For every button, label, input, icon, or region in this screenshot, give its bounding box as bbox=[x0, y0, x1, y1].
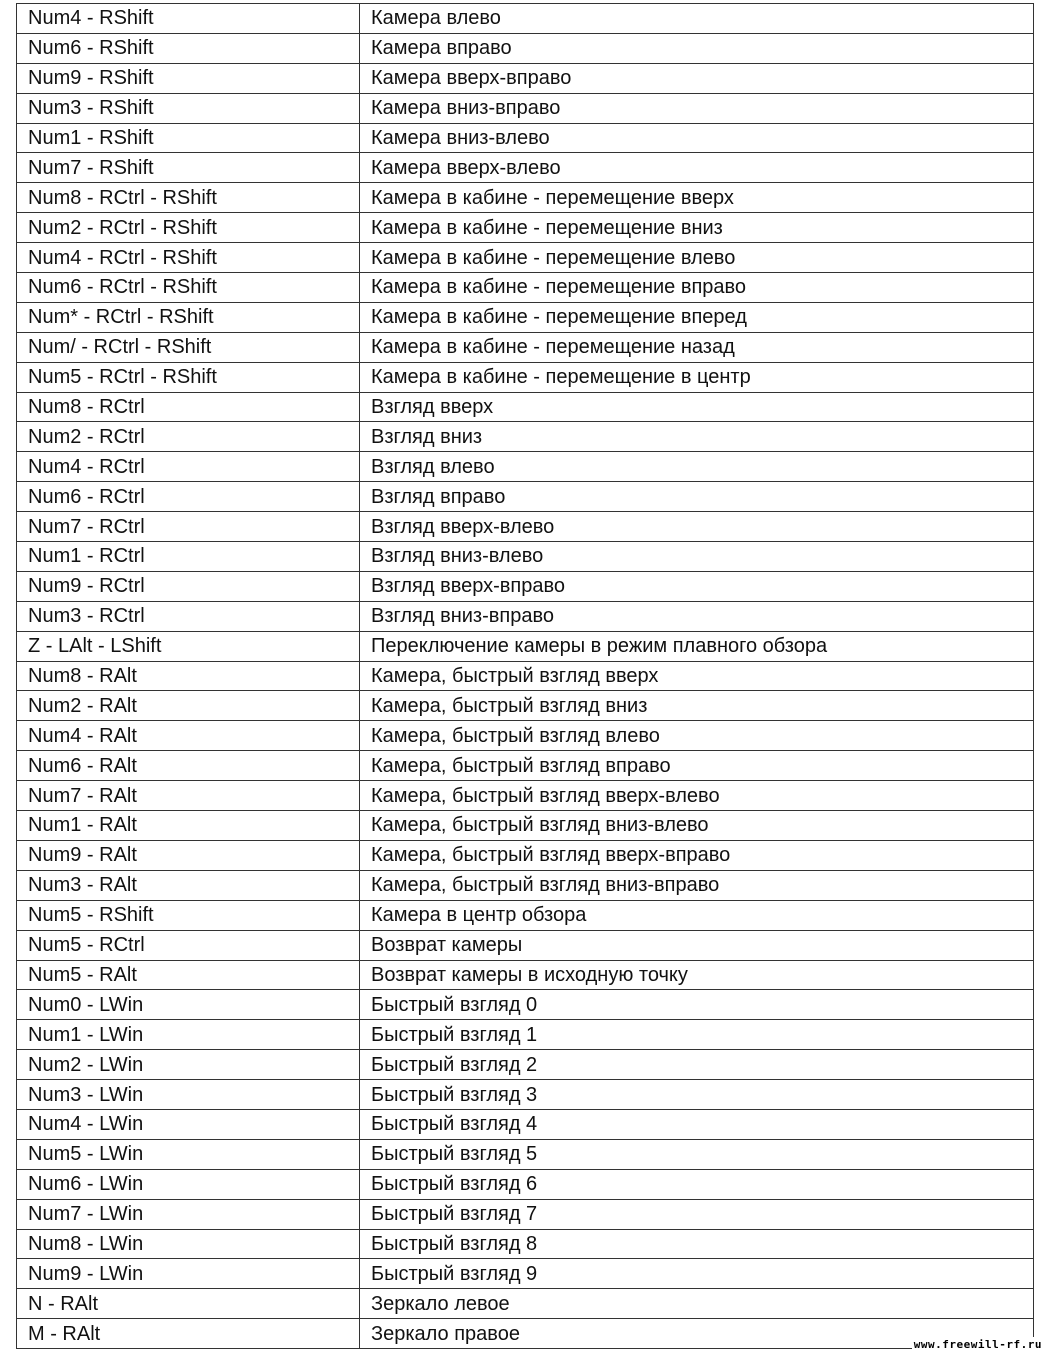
site-watermark: www.freewill-rf.ru bbox=[913, 1338, 1042, 1351]
table-row bbox=[17, 571, 1034, 601]
key-combination-cell: Num5 - RCtrl bbox=[17, 930, 360, 960]
action-description-cell: Камера вверх-вправо bbox=[360, 63, 1034, 93]
table-row bbox=[17, 243, 1034, 273]
key-combination-cell: Num9 - LWin bbox=[17, 1259, 360, 1289]
key-combination-cell: Num2 - LWin bbox=[17, 1050, 360, 1080]
key-combination-cell: Num7 - RAlt bbox=[17, 781, 360, 811]
keybindings-table-container bbox=[16, 3, 1032, 1349]
action-description-cell: Взгляд вверх-влево bbox=[360, 512, 1034, 542]
table-row bbox=[17, 332, 1034, 362]
action-description-cell: Камера в кабине - перемещение вправо bbox=[360, 273, 1034, 303]
table-row bbox=[17, 631, 1034, 661]
key-combination-cell: Z - LAlt - LShift bbox=[17, 631, 360, 661]
table-row bbox=[17, 302, 1034, 332]
key-combination-cell: M - RAlt bbox=[17, 1319, 360, 1349]
table-row bbox=[17, 1020, 1034, 1050]
key-combination-cell: Num1 - RAlt bbox=[17, 811, 360, 841]
table-row bbox=[17, 1109, 1034, 1139]
table-row bbox=[17, 4, 1034, 34]
key-combination-cell: Num9 - RAlt bbox=[17, 840, 360, 870]
action-description-cell: Камера в кабине - перемещение вперед bbox=[360, 302, 1034, 332]
key-combination-cell: Num6 - RCtrl - RShift bbox=[17, 273, 360, 303]
key-combination-cell: Num7 - RShift bbox=[17, 153, 360, 183]
action-description-cell: Зеркало правое bbox=[360, 1319, 1034, 1349]
action-description-cell: Камера в центр обзора bbox=[360, 900, 1034, 930]
action-description-cell: Возврат камеры в исходную точку bbox=[360, 960, 1034, 990]
table-row bbox=[17, 870, 1034, 900]
key-combination-cell: Num/ - RCtrl - RShift bbox=[17, 332, 360, 362]
key-combination-cell: Num4 - LWin bbox=[17, 1109, 360, 1139]
key-combination-cell: Num1 - RCtrl bbox=[17, 542, 360, 572]
key-combination-cell: Num8 - RCtrl bbox=[17, 392, 360, 422]
action-description-cell: Взгляд вниз-вправо bbox=[360, 601, 1034, 631]
table-row bbox=[17, 213, 1034, 243]
key-combination-cell: Num3 - RCtrl bbox=[17, 601, 360, 631]
action-description-cell: Камера вверх-влево bbox=[360, 153, 1034, 183]
key-combination-cell: Num7 - LWin bbox=[17, 1199, 360, 1229]
action-description-cell: Камера в кабине - перемещение вверх bbox=[360, 183, 1034, 213]
action-description-cell: Камера, быстрый взгляд вверх-вправо bbox=[360, 840, 1034, 870]
action-description-cell: Зеркало левое bbox=[360, 1289, 1034, 1319]
action-description-cell: Быстрый взгляд 4 bbox=[360, 1109, 1034, 1139]
table-row bbox=[17, 273, 1034, 303]
action-description-cell: Камера в кабине - перемещение в центр bbox=[360, 362, 1034, 392]
action-description-cell: Камера в кабине - перемещение влево bbox=[360, 243, 1034, 273]
table-row bbox=[17, 1050, 1034, 1080]
key-combination-cell: Num5 - LWin bbox=[17, 1139, 360, 1169]
action-description-cell: Быстрый взгляд 7 bbox=[360, 1199, 1034, 1229]
action-description-cell: Камера, быстрый взгляд вверх bbox=[360, 661, 1034, 691]
key-combination-cell: N - RAlt bbox=[17, 1289, 360, 1319]
table-row bbox=[17, 840, 1034, 870]
table-row bbox=[17, 1199, 1034, 1229]
key-combination-cell: Num5 - RCtrl - RShift bbox=[17, 362, 360, 392]
table-row bbox=[17, 601, 1034, 631]
action-description-cell: Быстрый взгляд 0 bbox=[360, 990, 1034, 1020]
table-row bbox=[17, 900, 1034, 930]
key-combination-cell: Num4 - RShift bbox=[17, 4, 360, 34]
table-row bbox=[17, 422, 1034, 452]
action-description-cell: Быстрый взгляд 1 bbox=[360, 1020, 1034, 1050]
action-description-cell: Камера вниз-вправо bbox=[360, 93, 1034, 123]
action-description-cell: Камера в кабине - перемещение вниз bbox=[360, 213, 1034, 243]
key-combination-cell: Num8 - RCtrl - RShift bbox=[17, 183, 360, 213]
key-combination-cell: Num3 - RAlt bbox=[17, 870, 360, 900]
table-row bbox=[17, 542, 1034, 572]
table-row bbox=[17, 661, 1034, 691]
table-row bbox=[17, 811, 1034, 841]
table-row bbox=[17, 721, 1034, 751]
table-row bbox=[17, 392, 1034, 422]
key-combination-cell: Num4 - RAlt bbox=[17, 721, 360, 751]
action-description-cell: Взгляд вправо bbox=[360, 482, 1034, 512]
key-combination-cell: Num3 - RShift bbox=[17, 93, 360, 123]
action-description-cell: Камера, быстрый взгляд вправо bbox=[360, 751, 1034, 781]
keybindings-table bbox=[16, 3, 1034, 1349]
table-row bbox=[17, 1139, 1034, 1169]
table-row bbox=[17, 123, 1034, 153]
action-description-cell: Быстрый взгляд 2 bbox=[360, 1050, 1034, 1080]
key-combination-cell: Num4 - RCtrl - RShift bbox=[17, 243, 360, 273]
action-description-cell: Камера, быстрый взгляд вниз-влево bbox=[360, 811, 1034, 841]
key-combination-cell: Num8 - LWin bbox=[17, 1229, 360, 1259]
table-row bbox=[17, 960, 1034, 990]
table-row bbox=[17, 781, 1034, 811]
action-description-cell: Камера, быстрый взгляд вниз bbox=[360, 691, 1034, 721]
table-row bbox=[17, 63, 1034, 93]
action-description-cell: Переключение камеры в режим плавного обзора bbox=[360, 631, 1034, 661]
table-row bbox=[17, 930, 1034, 960]
table-row bbox=[17, 153, 1034, 183]
table-row bbox=[17, 1319, 1034, 1349]
action-description-cell: Взгляд влево bbox=[360, 452, 1034, 482]
key-combination-cell: Num1 - LWin bbox=[17, 1020, 360, 1050]
table-row bbox=[17, 183, 1034, 213]
action-description-cell: Камера, быстрый взгляд вверх-влево bbox=[360, 781, 1034, 811]
action-description-cell: Камера, быстрый взгляд вниз-вправо bbox=[360, 870, 1034, 900]
key-combination-cell: Num1 - RShift bbox=[17, 123, 360, 153]
key-combination-cell: Num7 - RCtrl bbox=[17, 512, 360, 542]
key-combination-cell: Num4 - RCtrl bbox=[17, 452, 360, 482]
action-description-cell: Камера, быстрый взгляд влево bbox=[360, 721, 1034, 751]
key-combination-cell: Num8 - RAlt bbox=[17, 661, 360, 691]
table-row bbox=[17, 1080, 1034, 1110]
table-row bbox=[17, 1259, 1034, 1289]
action-description-cell: Взгляд вниз-влево bbox=[360, 542, 1034, 572]
action-description-cell: Быстрый взгляд 3 bbox=[360, 1080, 1034, 1110]
key-combination-cell: Num6 - RShift bbox=[17, 33, 360, 63]
table-row bbox=[17, 362, 1034, 392]
table-row bbox=[17, 93, 1034, 123]
table-row bbox=[17, 1229, 1034, 1259]
table-row bbox=[17, 1289, 1034, 1319]
table-row bbox=[17, 482, 1034, 512]
action-description-cell: Взгляд вверх-вправо bbox=[360, 571, 1034, 601]
key-combination-cell: Num6 - RCtrl bbox=[17, 482, 360, 512]
key-combination-cell: Num* - RCtrl - RShift bbox=[17, 302, 360, 332]
action-description-cell: Взгляд вниз bbox=[360, 422, 1034, 452]
key-combination-cell: Num2 - RCtrl bbox=[17, 422, 360, 452]
action-description-cell: Камера вниз-влево bbox=[360, 123, 1034, 153]
action-description-cell: Взгляд вверх bbox=[360, 392, 1034, 422]
table-row bbox=[17, 512, 1034, 542]
table-row bbox=[17, 990, 1034, 1020]
key-combination-cell: Num9 - RShift bbox=[17, 63, 360, 93]
action-description-cell: Быстрый взгляд 6 bbox=[360, 1169, 1034, 1199]
action-description-cell: Быстрый взгляд 5 bbox=[360, 1139, 1034, 1169]
action-description-cell: Быстрый взгляд 8 bbox=[360, 1229, 1034, 1259]
key-combination-cell: Num5 - RAlt bbox=[17, 960, 360, 990]
action-description-cell: Камера влево bbox=[360, 4, 1034, 34]
table-row bbox=[17, 751, 1034, 781]
table-row bbox=[17, 1169, 1034, 1199]
key-combination-cell: Num5 - RShift bbox=[17, 900, 360, 930]
table-row bbox=[17, 33, 1034, 63]
table-row bbox=[17, 452, 1034, 482]
action-description-cell: Камера вправо bbox=[360, 33, 1034, 63]
table-row bbox=[17, 691, 1034, 721]
key-combination-cell: Num2 - RCtrl - RShift bbox=[17, 213, 360, 243]
action-description-cell: Возврат камеры bbox=[360, 930, 1034, 960]
keybindings-table-body bbox=[17, 4, 1034, 1349]
action-description-cell: Быстрый взгляд 9 bbox=[360, 1259, 1034, 1289]
key-combination-cell: Num2 - RAlt bbox=[17, 691, 360, 721]
key-combination-cell: Num9 - RCtrl bbox=[17, 571, 360, 601]
key-combination-cell: Num6 - LWin bbox=[17, 1169, 360, 1199]
key-combination-cell: Num6 - RAlt bbox=[17, 751, 360, 781]
action-description-cell: Камера в кабине - перемещение назад bbox=[360, 332, 1034, 362]
key-combination-cell: Num0 - LWin bbox=[17, 990, 360, 1020]
key-combination-cell: Num3 - LWin bbox=[17, 1080, 360, 1110]
